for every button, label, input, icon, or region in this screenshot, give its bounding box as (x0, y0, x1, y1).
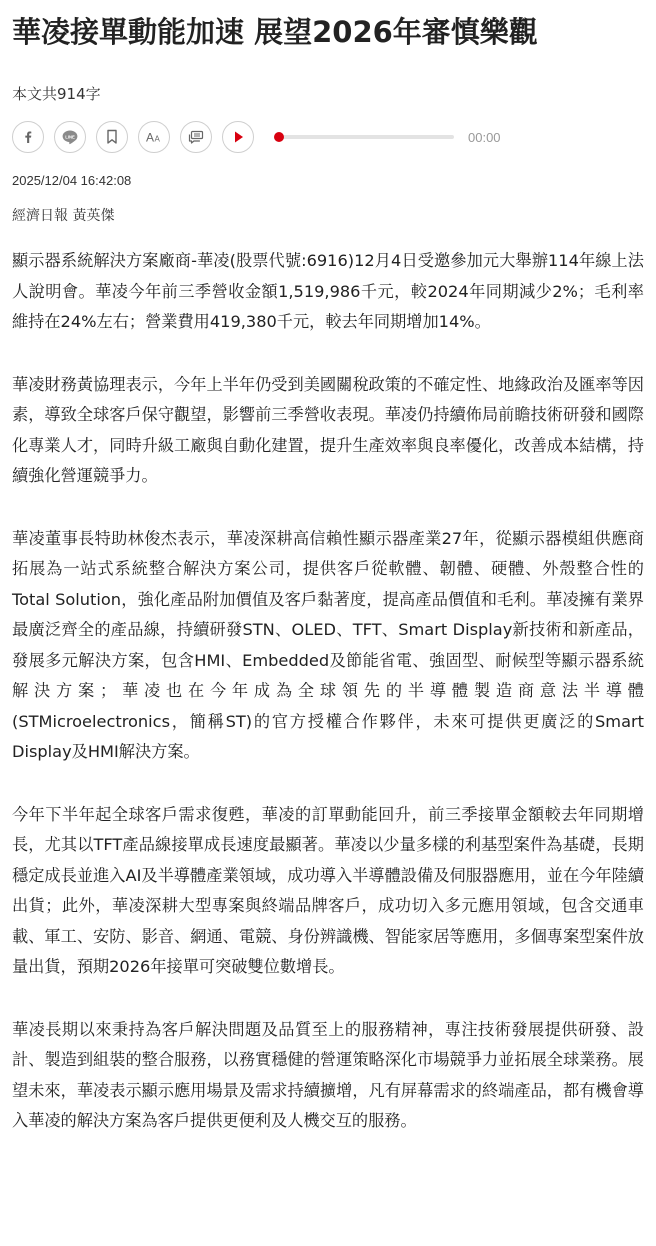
publish-datetime: 2025/12/04 16:42:08 (12, 173, 132, 188)
comment-button[interactable] (180, 121, 212, 153)
bookmark-icon (106, 129, 118, 145)
article-toolbar (12, 120, 644, 154)
svg-text:A: A (146, 130, 155, 144)
font-size-icon (145, 130, 163, 144)
font-size-button[interactable] (138, 121, 170, 153)
article-paragraph: 顯示器系統解決方案廠商-華凌(股票代號:6916)12月4日受邀參加元大舉辦114年線上法人說明會。華凌今年前三季營收金額1,519,986千元，較2024年同期減少2%；毛利率維持在24%左右；營業費用419,380千元，較去年同期增加14%。 (12, 251, 644, 331)
byline: 經濟日報 黃英傑 (12, 208, 115, 224)
audio-progress-handle[interactable] (274, 132, 284, 142)
comment-icon (188, 130, 204, 144)
audio-player (274, 130, 501, 145)
article-paragraph: 華凌財務黃協理表示，今年上半年仍受到美國關稅政策的不確定性、地緣政治及匯率等因素，導致全球客戶保守觀望，影響前三季營收表現。華凌仍持續佈局前瞻技術研發和國際化專業人才，同時升級工廠與自動化建置，提升生產效率與良率優化，改善成本結構，持續強化營運競爭力。 (12, 374, 644, 485)
svg-text:A: A (154, 134, 160, 144)
bookmark-button[interactable] (96, 121, 128, 153)
audio-time: 00:00 (468, 129, 501, 145)
word-count: 本文共914字 (12, 85, 101, 103)
article-paragraph: 今年下半年起全球客戶需求復甦，華凌的訂單動能回升，前三季接單金額較去年同期增長，尤其以TFT產品線接單成長速度最顯著。華凌以少量多樣的利基型案件為基礎，長期穩定成長並進入AI及半導體產業領域，成功導入半導體設備及伺服器應用，並在今年陸續出貨；此外，華凌深耕大型專案與終端品牌客戶，成功切入多元應用領域，包含交通車載、軍工、安防、影音、網通、電競、身份辨識機、智能家居等應用，多個專案型案件放量出貨，預期2026年接單可突破雙位數增長。 (12, 804, 644, 976)
play-icon (232, 130, 244, 144)
line-icon (61, 129, 79, 145)
article-paragraph: 華凌長期以來秉持為客戶解決問題及品質至上的服務精神，專注技術發展提供研發、設計、製造到組裝的整合服務，以務實穩健的營運策略深化市場競爭力並拓展全球業務。展望未來，華凌表示顯示應用場景及需求持續擴增，凡有屏幕需求的終端產品，都有機會導入華凌的解決方案為客戶提供更便利及人機交互的服務。 (12, 1019, 644, 1130)
article-title: 華凌接單動能加速 展望2026年審慎樂觀 (12, 15, 538, 49)
audio-progress-bar[interactable] (282, 135, 454, 139)
audio-play-button[interactable] (222, 121, 254, 153)
article-paragraph: 華凌董事長特助林俊杰表示，華凌深耕高信賴性顯示器產業27年，從顯示器模組供應商拓展為一站式系統整合解決方案公司，提供客戶從軟體、韌體、硬體、外殼整合性的Total Solution，強化產品附加價值及客戶黏著度，提高產品價值和毛利。華凌擁有業界最廣泛齊全的產品線，持續研發STN、OLED、TFT、Smart Display新技術和新產品，發展多元解決方案，包含HMI、Embedded及節能省電、強固型、耐候型等顯示器系統解決方案；華凌也在今年成為全球領先的半導體製造商意法半導體(STMicroelectronics，簡稱ST)的官方授權合作夥伴，未來可提供更廣泛的Smart Display及HMI解決方案。 (12, 528, 644, 761)
share-line-button[interactable] (54, 121, 86, 153)
svg-text:LINE: LINE (65, 134, 75, 140)
facebook-icon (21, 130, 35, 144)
share-facebook-button[interactable] (12, 121, 44, 153)
article-body (12, 246, 644, 1137)
